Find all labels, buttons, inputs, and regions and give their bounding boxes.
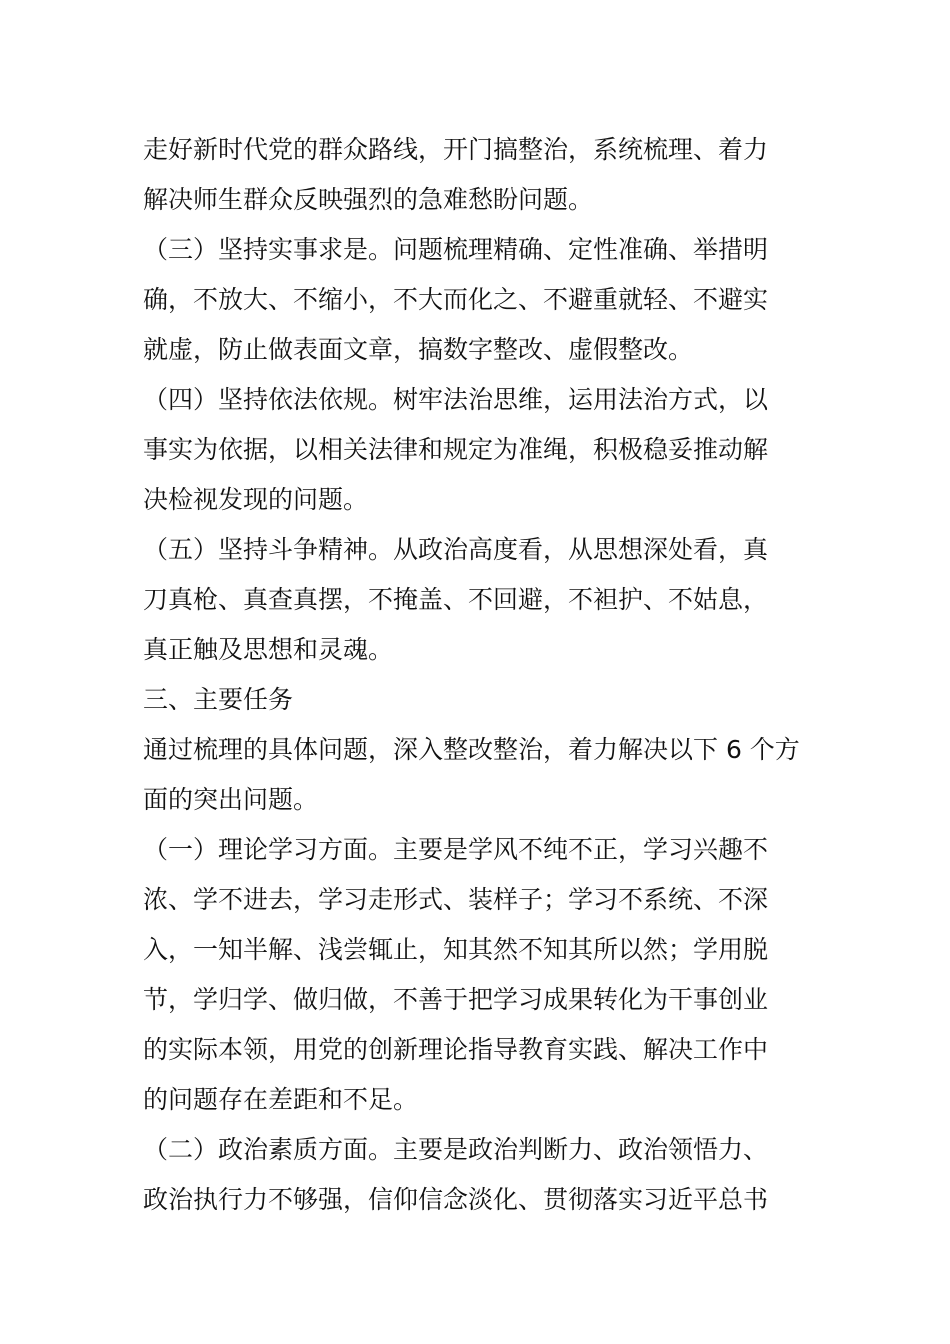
text-line: 决检视发现的问题。 <box>143 485 369 514</box>
text-line: 的实际本领，用党的创新理论指导教育实践、解决工作中 <box>143 1035 769 1064</box>
text-line: 节，学归学、做归做，不善于把学习成果转化为干事创业 <box>143 985 769 1014</box>
section-heading-5: （五）坚持斗争精神。从政治高度看，从思想深处看，真 <box>143 535 769 564</box>
text-line: 的问题存在差距和不足。 <box>143 1085 419 1114</box>
text-line: 确，不放大、不缩小，不大而化之、不避重就轻、不避实 <box>143 285 769 314</box>
section-heading-4: （四）坚持依法依规。树牢法治思维，运用法治方式，以 <box>143 385 769 414</box>
text-line: 就虚，防止做表面文章，搞数字整改、虚假整改。 <box>143 335 694 364</box>
text-line: 入，一知半解、浅尝辄止，知其然不知其所以然；学用脱 <box>143 935 769 964</box>
text-line: 真正触及思想和灵魂。 <box>143 635 394 664</box>
section-heading-3: （三）坚持实事求是。问题梳理精确、定性准确、举措明 <box>143 235 769 264</box>
text-line: 走好新时代党的群众路线，开门搞整治，系统梳理、着力 <box>143 135 769 164</box>
text-line: 刀真枪、真查真摆，不掩盖、不回避，不袒护、不姑息， <box>143 585 769 614</box>
text-line: 通过梳理的具体问题，深入整改整治，着力解决以下 6 个方 <box>143 735 800 764</box>
text-line: 政治执行力不够强，信仰信念淡化、贯彻落实习近平总书 <box>143 1185 769 1214</box>
text-line: 事实为依据，以相关法律和规定为准绳，积极稳妥推动解 <box>143 435 769 464</box>
section-heading-1: （一）理论学习方面。主要是学风不纯不正，学习兴趣不 <box>143 835 769 864</box>
text-line: 解决师生群众反映强烈的急难愁盼问题。 <box>143 185 594 214</box>
text-line: 浓、学不进去，学习走形式、装样子；学习不系统、不深 <box>143 885 769 914</box>
chapter-heading: 三、主要任务 <box>143 685 294 714</box>
section-heading-2: （二）政治素质方面。主要是政治判断力、政治领悟力、 <box>143 1135 769 1164</box>
text-line: 面的突出问题。 <box>143 785 319 814</box>
